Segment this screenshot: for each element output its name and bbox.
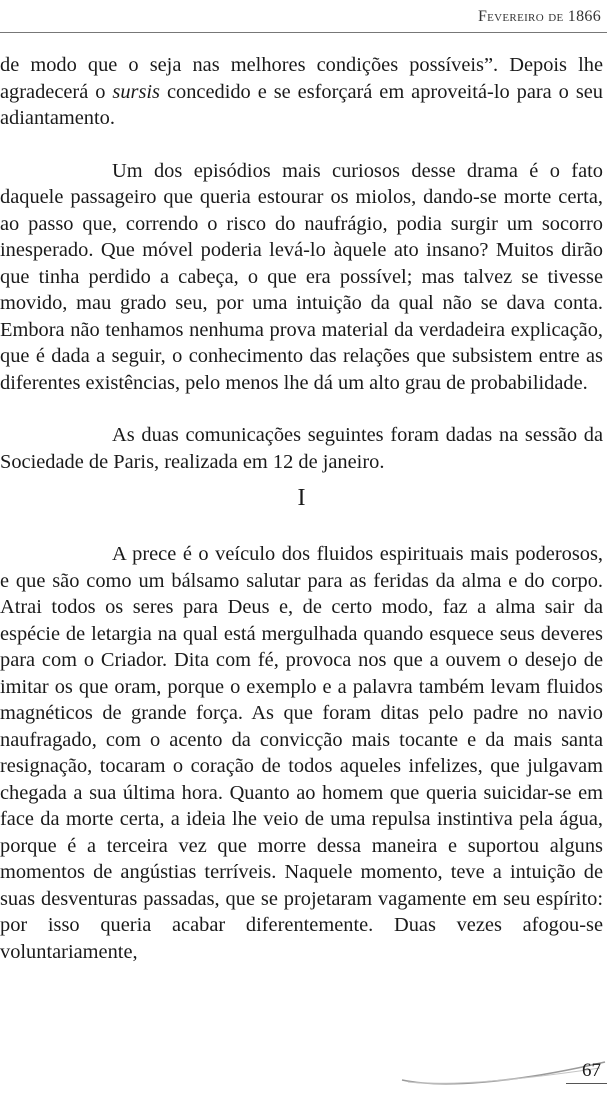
paragraph-1-text-a: de modo que o seja nas melhores condições possíveis”. Depois lhe agradecerá o (0, 54, 603, 103)
paragraph-1 (0, 52, 603, 132)
paragraph-1-text-b: concedido e se esforçará em aproveitá-lo para o seu adiantamento. (0, 80, 604, 129)
paragraph-3: As duas comunicações seguintes foram dadas na sessão da Sociedade de Paris, realizada em 12 de janeiro. (0, 424, 603, 473)
page-number: 67 (582, 1060, 601, 1081)
sursis-italic: sursis (112, 80, 160, 103)
running-header: Fevereiro de 1866 (477, 8, 601, 25)
section-heading: I (297, 485, 306, 511)
paragraph-4: A prece é o veículo dos fluidos espirituais mais poderosos, e que são como um bálsamo salutar para as feridas da alma e do corpo. Atrai todos os seres para Deus e, de certo modo, faz a alma sair da espécie de letargia na qual está mergulhada quando esquece seus deveres para com o Criador. Dita com fé, provoca nos que a ouvem o desejo de imitar os que oram, porque o exemplo e a palavra também levam fluidos magnéticos de grande força. As que foram ditas pelo padre no navio naufragado, com o acento da convicção mais tocante e da mais santa resignação, tocaram o coração de todos aqueles infelizes, que julgavam chegada a sua última hora. Quanto ao homem que queria suicidar-se em face da morte certa, a ideia lhe veio de uma repulsa instintiva pela água, porque é a terceira vez que morre dessa maneira e suportou alguns momentos de angústias terríveis. Naquele momento, teve a intuição de suas desventuras passadas, que se projetaram vagamente em seu espírito: por isso queria acabar diferentemente. Duas vezes afogou-se voluntariamente, (0, 543, 603, 963)
page-body (0, 52, 603, 965)
header-rule (0, 32, 607, 33)
paragraph-2: Um dos episódios mais curiosos desse drama é o fato daquele passageiro que queria estourar os miolos, dando-se morte certa, ao passo que, correndo o risco do naufrágio, podia surgir um socorro inesperado. Que móvel poderia levá-lo àquele ato insano? Muitos dirão que tinha perdido a cabeça, o que era possível; mas talvez se tivesse movido, mau grado seu, por uma intuição da qual não se dava conta. Embora não tenhamos nenhuma prova material da verdadeira explicação, que é dada a seguir, o conhecimento das relações que subsistem entre as diferentes existências, pelo menos lhe dá um alto grau de probabilidade. (0, 159, 603, 394)
paragraph-gap (0, 396, 603, 422)
page-number-rule (566, 1083, 607, 1084)
paragraph-gap (0, 132, 603, 158)
